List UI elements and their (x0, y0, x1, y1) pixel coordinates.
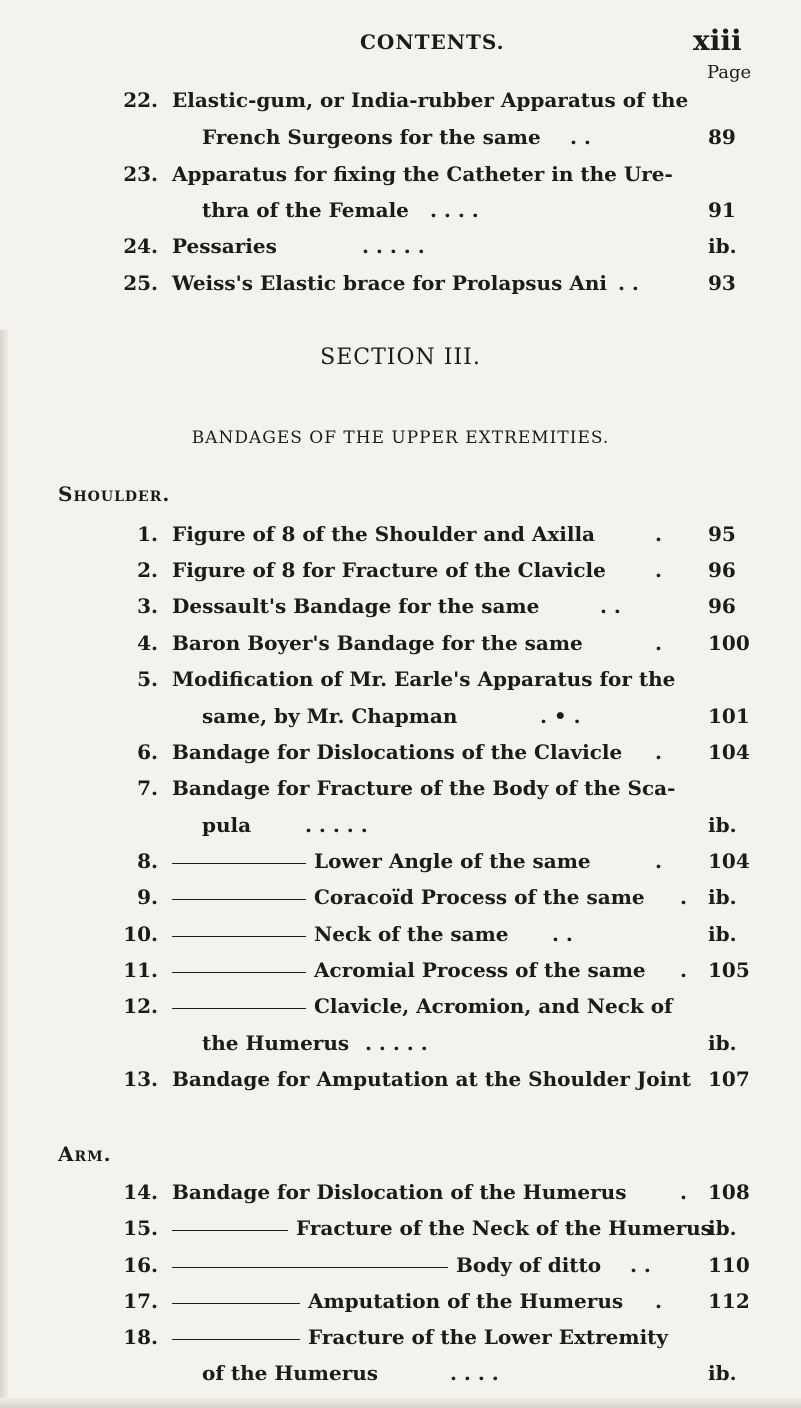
dot-leader: . . (552, 922, 573, 946)
toc-entry (0, 922, 801, 952)
group-heading-arm: Arm. (58, 1142, 112, 1166)
entry-page: 96 (708, 594, 736, 618)
entry-text: Acromial Process of the same (314, 958, 646, 982)
toc-entry-continuation (0, 1031, 801, 1061)
entry-number: 5. (137, 667, 158, 691)
dot-leader: . . (570, 125, 591, 149)
entry-text: thra of the Female (202, 198, 409, 222)
toc-entry-continuation (0, 704, 801, 734)
entry-text: Figure of 8 for Fracture of the Clavicle (172, 558, 606, 582)
dot-leader: . (655, 558, 662, 582)
entry-number: 17. (123, 1289, 158, 1313)
entry-number: 23. (123, 162, 158, 186)
toc-entry (0, 1067, 801, 1097)
toc-entry (0, 1289, 801, 1319)
entry-text: Neck of the same (314, 922, 509, 946)
dot-leader: . • . (540, 704, 581, 728)
ditto-dash (172, 899, 306, 900)
entry-number: 6. (137, 740, 158, 764)
dot-leader: . (680, 885, 687, 909)
section-title: SECTION III. (320, 345, 481, 370)
entry-text: Baron Boyer's Bandage for the same (172, 631, 583, 655)
entry-text: Modification of Mr. Earle's Apparatus for the (172, 667, 676, 691)
entry-page: 96 (708, 558, 736, 582)
entry-page: 104 (708, 849, 750, 873)
ditto-dash (172, 1008, 306, 1009)
entry-text: Fracture of the Neck of the Humerus (296, 1216, 712, 1240)
toc-entry (0, 994, 801, 1024)
entry-text: Elastic-gum, or India-rubber Apparatus of the (172, 88, 689, 112)
ditto-dash (172, 1303, 300, 1304)
entry-text: Bandage for Dislocation of the Humerus (172, 1180, 627, 1204)
toc-entry (0, 1253, 801, 1283)
entry-text: Bandage for Dislocations of the Clavicle (172, 740, 623, 764)
dot-leader: . (655, 1289, 662, 1313)
page-number: xiii (693, 24, 742, 57)
entry-page: 107 (708, 1067, 750, 1091)
toc-entry (0, 522, 801, 552)
entry-text: Clavicle, Acromion, and Neck of (314, 994, 673, 1018)
entry-page: ib. (708, 234, 737, 258)
dot-leader: . . . . . (365, 1031, 428, 1055)
ditto-dash (172, 863, 306, 864)
entry-number: 9. (137, 885, 158, 909)
dot-leader: . (655, 522, 662, 546)
entry-number: 13. (123, 1067, 158, 1091)
entry-text: Lower Angle of the same (314, 849, 591, 873)
entry-page: 101 (708, 704, 750, 728)
toc-entry (0, 885, 801, 915)
entry-number: 8. (137, 849, 158, 873)
entry-text: Bandage for Amputation at the Shoulder Joint (172, 1067, 692, 1091)
dot-leader: . (655, 631, 662, 655)
ditto-dash (172, 1339, 300, 1340)
entry-page: ib. (708, 1361, 737, 1385)
dot-leader: . . . . . (362, 234, 425, 258)
entry-number: 16. (123, 1253, 158, 1277)
entry-number: 12. (123, 994, 158, 1018)
page-column-label: Page (707, 62, 752, 83)
entry-text: same, by Mr. Chapman (202, 704, 458, 728)
entry-number: 24. (123, 234, 158, 258)
dot-leader: . . (630, 1253, 651, 1277)
entry-text: pula (202, 813, 252, 837)
entry-page: 100 (708, 631, 750, 655)
dot-leader: . (680, 958, 687, 982)
toc-entry-continuation (0, 1361, 801, 1391)
entry-number: 14. (123, 1180, 158, 1204)
entry-page: 108 (708, 1180, 750, 1204)
entry-page: 112 (708, 1289, 750, 1313)
section-subtitle: BANDAGES OF THE UPPER EXTREMITIES. (191, 428, 610, 448)
toc-entry (0, 162, 801, 192)
entry-text: Figure of 8 of the Shoulder and Axilla (172, 522, 596, 546)
ditto-dash (172, 1230, 288, 1231)
entry-page: 89 (708, 125, 736, 149)
dot-leader: . (680, 1180, 687, 1204)
ditto-dash (172, 1267, 448, 1268)
entry-number: 25. (123, 271, 158, 295)
entry-number: 4. (137, 631, 158, 655)
entry-number: 18. (123, 1325, 158, 1349)
entry-text: Pessaries (172, 234, 277, 258)
dot-leader: . . (618, 271, 639, 295)
entry-text: of the Humerus (202, 1361, 379, 1385)
entry-number: 15. (123, 1216, 158, 1240)
entry-page: 95 (708, 522, 736, 546)
toc-entry (0, 1180, 801, 1210)
entry-text: Apparatus for fixing the Catheter in the Ure- (172, 162, 673, 186)
toc-entry (0, 667, 801, 697)
toc-entry (0, 1216, 801, 1246)
entry-text: Amputation of the Humerus (308, 1289, 624, 1313)
entry-text: Weiss's Elastic brace for Prolapsus Ani (172, 271, 607, 295)
toc-entry (0, 558, 801, 588)
toc-entry (0, 740, 801, 770)
ditto-dash (172, 936, 306, 937)
entry-page: 91 (708, 198, 736, 222)
entry-number: 2. (137, 558, 158, 582)
toc-entry (0, 234, 801, 264)
entry-number: 10. (123, 922, 158, 946)
entry-text: Dessault's Bandage for the same (172, 594, 540, 618)
toc-entry (0, 958, 801, 988)
toc-entry (0, 594, 801, 624)
page-header (0, 14, 801, 57)
entry-text: French Surgeons for the same (202, 125, 541, 149)
entry-page: 105 (708, 958, 750, 982)
toc-entry (0, 849, 801, 879)
dot-leader: . . (600, 594, 621, 618)
entry-page: 110 (708, 1253, 750, 1277)
toc-entry (0, 88, 801, 118)
toc-entry-continuation (0, 125, 801, 155)
entry-page: ib. (708, 1031, 737, 1055)
entry-page: ib. (708, 922, 737, 946)
toc-entry (0, 1325, 801, 1355)
toc-entry (0, 776, 801, 806)
ditto-dash (172, 972, 306, 973)
entry-text: Fracture of the Lower Extremity (308, 1325, 669, 1349)
entry-page: ib. (708, 885, 737, 909)
dot-leader: . . . . (430, 198, 479, 222)
page-bottom-shadow (0, 1398, 801, 1408)
dot-leader: . (655, 740, 662, 764)
toc-entry-continuation (0, 198, 801, 228)
entry-number: 1. (137, 522, 158, 546)
entry-page: 93 (708, 271, 736, 295)
entry-number: 11. (123, 958, 158, 982)
entry-page: ib. (708, 1216, 737, 1240)
dot-leader: . . . . . (305, 813, 368, 837)
entry-page: ib. (708, 813, 737, 837)
dot-leader: . (655, 849, 662, 873)
entry-text: Bandage for Fracture of the Body of the Sca- (172, 776, 676, 800)
dot-leader: . . . . (450, 1361, 499, 1385)
group-heading-shoulder: Shoulder. (58, 482, 171, 506)
toc-entry-continuation (0, 813, 801, 843)
entry-number: 22. (123, 88, 158, 112)
entry-text: Coracoïd Process of the same (314, 885, 645, 909)
toc-entry (0, 271, 801, 301)
running-title: CONTENTS. (360, 30, 505, 54)
entry-number: 7. (137, 776, 158, 800)
entry-number: 3. (137, 594, 158, 618)
entry-text: Body of ditto (456, 1253, 602, 1277)
toc-entry (0, 631, 801, 661)
entry-text: the Humerus (202, 1031, 350, 1055)
entry-page: 104 (708, 740, 750, 764)
